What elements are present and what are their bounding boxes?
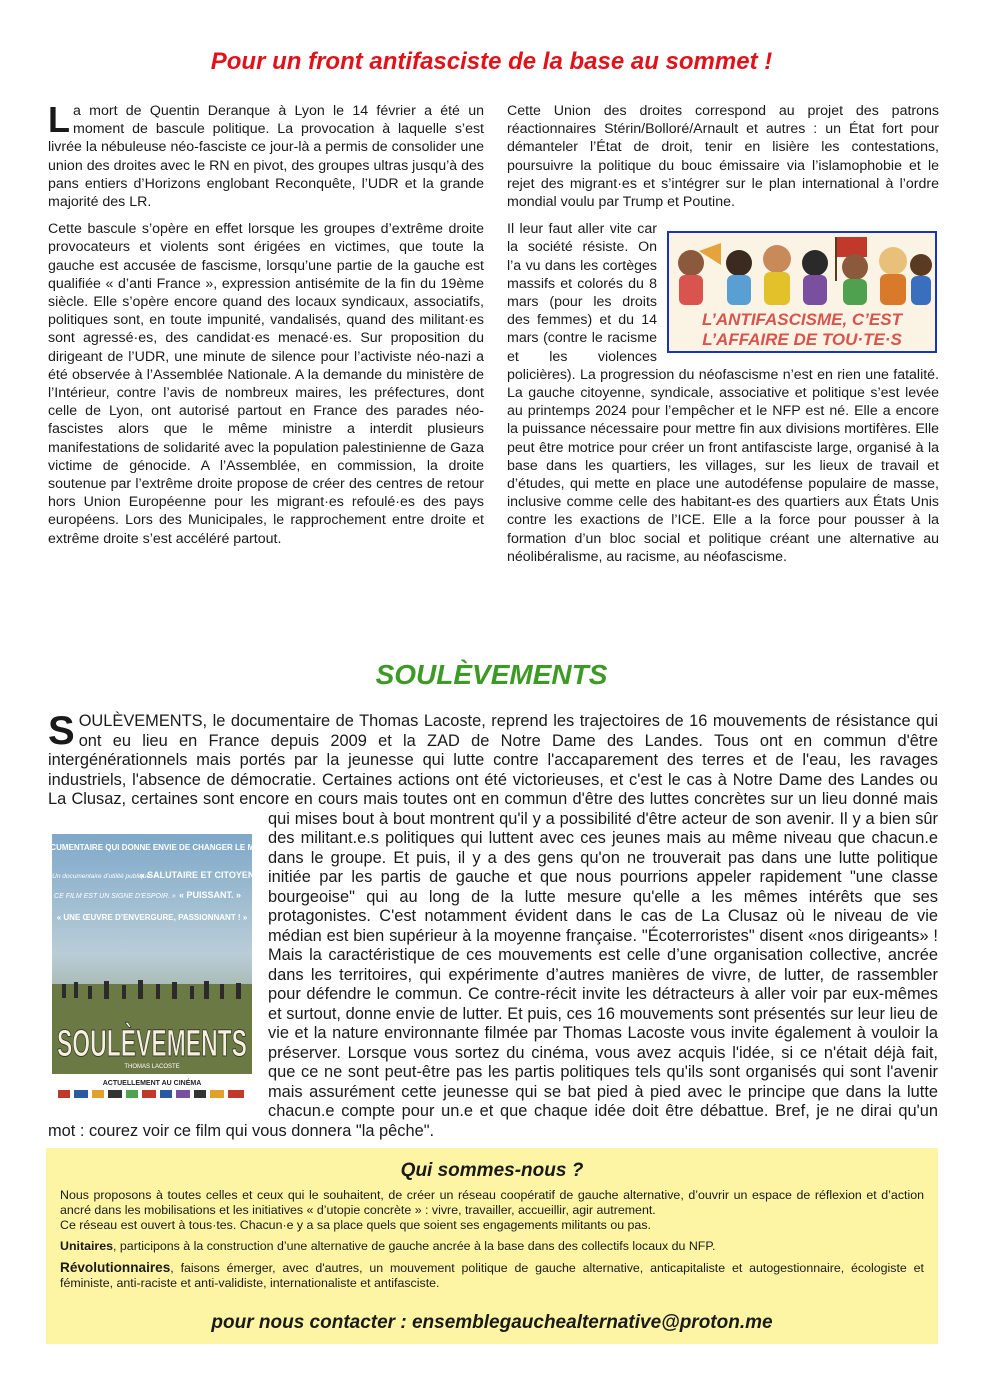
about-body [60, 1188, 924, 1297]
about-box [46, 1148, 938, 1344]
crowd-drawing [669, 233, 935, 351]
article-column-left [48, 99, 484, 557]
film-poster [17, 834, 372, 1104]
about-paragraph [60, 1260, 924, 1291]
poster-quote-3: « SALUTAIRE ET CITOYEN. » [139, 870, 265, 880]
drop-cap: S [48, 709, 75, 753]
poster-quote-6: « UNE ŒUVRE D’ENVERGURE, PASSIONNANT ! » [56, 913, 248, 922]
poster-quote-4: « CE FILM EST UN SIGNE D’ESPOIR. » [48, 893, 176, 900]
poster-title: SOULÈVEMENTS [57, 1023, 372, 1065]
poster-image [17, 834, 372, 1104]
antifascism-illustration [667, 231, 937, 353]
contact-line[interactable]: pour nous contacter : ensemblegauchealternative@proton.me [211, 1312, 773, 1333]
article-title: Pour un front antifasciste de la base au sommet ! [210, 48, 773, 75]
about-text: Ce réseau est ouvert à tous·tes. Chacun·e y a sa place quels que soient ses engagements militants ou pas. [60, 1218, 651, 1232]
about-paragraph [60, 1188, 924, 1233]
film-review [17, 709, 938, 1141]
section-title: SOULÈVEMENTS [375, 659, 608, 690]
paragraph-text: (contre le racisme et les violences policières). La progression du néofascisme n’est en rien une fatalité. La gauche citoyenne, syndicale, associative et politique s’est levée au printemps 2024 pour l’empêcher et le NFP est né. Elle a encore la puissance nécessaire pour mettre fin aux divisions mortifères. Elle peut être motrice pour créer un front antifasciste large, organisé à la base dans les quartiers, les villages, sur les lieux de travail et d’études, qui mette en place une autodéfense populaire de masse, inclusive comme celle des habitant-es des quartiers aux États Unis contre les exactions de l’ICE. Elle a la force pour pousser à la formation d’un bloc social et politique créant une alternative au néolibéralisme, au racisme, au néofascisme. [507, 330, 939, 565]
drop-cap: L [48, 99, 70, 140]
illustration-caption-line2: L’AFFAIRE DE TOU·TE·S [702, 330, 902, 349]
poster-quote-2: « Un documentaire d’utilité publique. » [46, 873, 158, 880]
paragraph [48, 99, 484, 211]
poster-quote-1: « UN DOCUMENTAIRE QUI DONNE ENVIE DE CHANGER LE MONDE. » [17, 843, 287, 852]
poster-quote-5: « PUISSANT. » [178, 890, 242, 900]
paragraph-text: Il leur faut aller vite car la société résiste. On l’a vu dans les cortèges massifs et colorés du 8 mars (pour les droits des femmes) et du 14 mars [507, 221, 657, 347]
paragraph-text: a mort de Quentin Deranque à Lyon le 14 février a été un moment de bascule politique. La provocation à laquelle s’est livrée la nébuleuse néo-fasciste ce jour-là a permis de consolider une union des droites avec le RN en pivot, des groupes ultras jusqu’à des pans entiers d’Horizons englobant Reconquête, l’UDR et la grande majorité des LR. [48, 103, 484, 211]
illustration-caption-line1: L’ANTIFASCISME, C’EST [702, 310, 902, 329]
about-keyword: Révolutionnaires [60, 1260, 171, 1275]
paragraph: Cette bascule s’opère en effet lorsque les groupes d’extrême droite provocateurs et violents sont érigées en victimes, que toute la gauche est accusée de fascisme, lorsqu’une partie de la gauche est qualifiée « d’anti France », expression antisémite de la fin du 19ème siècle. Elle s’opère encore quand des locaux syndicaux, associatifs, politiques sont, en toute impunité, vandalisés, quand des militant·es sont agressé·es, des candidat·es menacé·es. Sur proposition du dirigeant de l’UDR, une minute de silence pour l’activiste néo-nazi a été observée à l’Assemblée Nationale. A la demande du ministère de l’Intérieur, contre l’avis de nombreux maires, les préfectures, dont celle de Lyon, ont autorisé partout en France des parades néo-fascistes alors que le même ministre a interdit plusieurs manifestations de solidarité avec la population palestinienne de Gaza victime de génocide. A l’Assemblée, en commission, la droite soutenue par l’extrême droite propose de créer des centres de retour hors Union Européenne pour les migrant·es refoulé·es des pays européens. Lors des Municipales, le rapprochement entre droite et extrême droite s’est accéléré partout. [48, 221, 484, 547]
about-keyword: Unitaires [60, 1239, 114, 1253]
review-text: OULÈVEMENTS, le documentaire de Thomas Lacoste, reprend les trajectoires de 16 mouvements de résistance qui ont eu lieu en France depuis 2009 et la ZAD de Notre Dame des Landes. Tous ont en commun d'être intergénérationnels mais portés par la jeunesse qui lutte contre l'accaparement des terres et de l'eau, les ravages industriels, l'absence de démocratie. Certaines actions ont été victorieuses, et c'est le cas à Notre Dame des Landes ou La Clusaz, certaines sont encore en cours mais toutes ont en commun d'être des luttes concrètes sur un lieu donné mais qui mises bout à bout montrent qu'il y a possibilité d'être acteur de son avenir. Il y a bien sûr des militant.e.s politiques qui luttent avec ces jeunes mais au même niveau que chacun.e dans le groupe. Et puis, il y a des gens qu'on ne trouverait pas dans une lutte politique initiée par les partis de gauche et que nous pourrions appeler rapidement "une classe bourgeoise" qui au long de la lutte mesure qu'elle a les mêmes intérêts que ses protagonistes. C'est notamment évident dans le cas de La Clusaz où le niveau de vie médian est bien supérieur à la moyenne française. "Écoterroristes" disent «nos dirigeants» ! Mais la caractéristique de ces mouvements est celle d’une organisation collective, ancrée dans les territoires, qui expérimente d’autres manières de vivre, de lutter, de rassembler pour défendre le commun. Ce contre-récit invite les détracteurs à aller voir par eux-mêmes et surtout, donne envie de lutter. Et puis, ces 16 mouvements sont présentés sur leur lieu de vie et la nature environnante filmée par Thomas Lacoste vous invite également à vouloir la préserver. Lorsque vous sortez du cinéma, vous avez acquis l'idée, si ce n'était déjà fait, que ce ne sont peut-être pas les partis politiques tels qu'ils sont organisés qui sont l'avenir mais assurément cette jeunesse qui se bat pied à pied avec le principe que dans la lutte chacun.e compte pour un.e et que chaque idée doit être débattue. Bref, je ne dirai qu'un mot : courez voir ce film qui vous donnera "la pêche". [48, 712, 938, 1140]
sponsor-logos [58, 1090, 244, 1098]
paragraph: Cette Union des droites correspond au projet des patrons réactionnaires Stérin/Bolloré/Arnault et autres : un État fort pour démanteler l’État de droit, tenir en lisière les contestations, poursuivre la politique du bouc émissaire via l’islamophobie et le rejet des migrant·es et s’intégrer sur le plan international à l’ordre mondial voulu par Trump et Poutine. [507, 103, 939, 211]
about-paragraph [60, 1239, 924, 1254]
about-text: , faisons émerger, avec d'autres, un mouvement politique de gauche alternative, anticapitaliste et autogestionnaire, écologiste et féministe, anti-raciste et anti-validiste, internationaliste et antifasciste. [60, 1261, 924, 1290]
poster-release: ACTUELLEMENT AU CINÉMA [102, 1080, 202, 1087]
poster-director: THOMAS LACOSTE [124, 1064, 180, 1070]
about-title: Qui sommes-nous ? [400, 1160, 584, 1181]
about-text: Nous proposons à toutes celles et ceux qui le souhaitent, de créer un réseau coopératif de gauche alternative, d’ouvrir un espace de réflexion et d’action ancré dans les mobilisations et les initiatives « d’utopie concrète » : vivre, travailler, accueillir, agir autrement. [60, 1188, 924, 1217]
about-text: , participons à la construction d’une alternative de gauche ancrée à la base dans des collectifs locaux du NFP. [113, 1239, 716, 1253]
